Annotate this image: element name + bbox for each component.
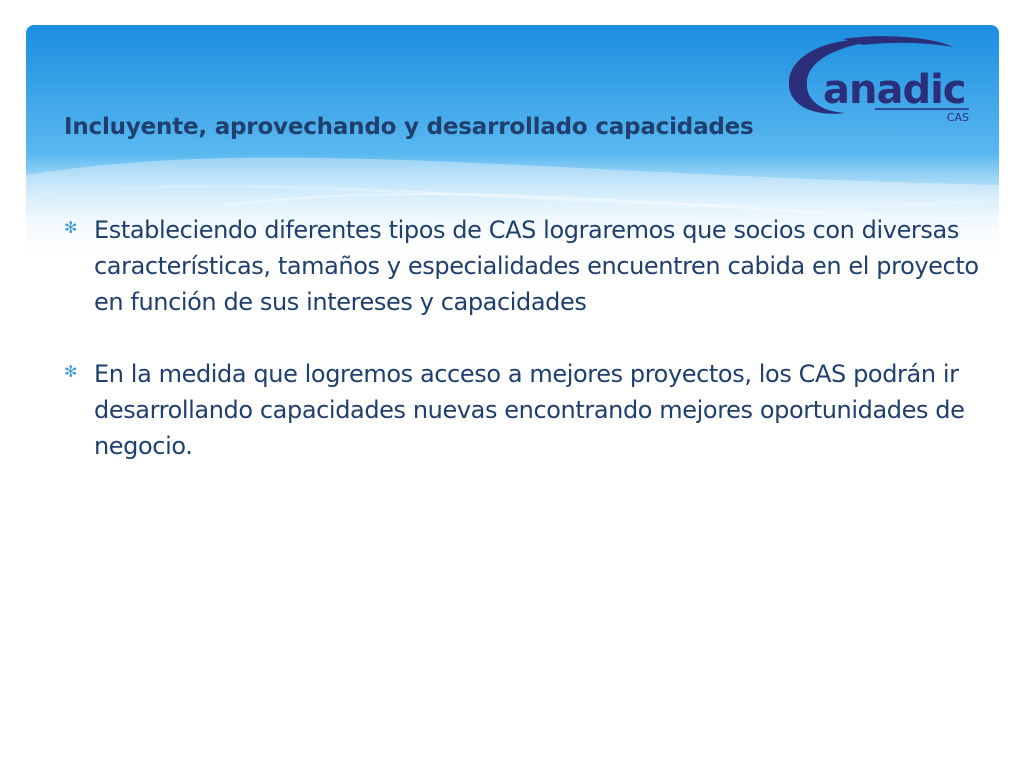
asterisk-icon: ✻ bbox=[64, 362, 78, 381]
anadic-logo bbox=[783, 33, 973, 123]
bullet-list bbox=[64, 212, 984, 500]
bullet-text: Estableciendo diferentes tipos de CAS lograremos que socios con diversas características, tamaños y especialidades encuentren cabida en el proyecto en función de sus intereses y capacidades bbox=[94, 216, 979, 316]
logo-wordmark: anadic bbox=[823, 67, 966, 113]
asterisk-icon: ✻ bbox=[64, 218, 78, 237]
bullet-text: En la medida que logremos acceso a mejores proyectos, los CAS podrán ir desarrollando capacidades nuevas encontrando mejores oportunidades de negocio. bbox=[94, 360, 965, 460]
slide-title: Incluyente, aprovechando y desarrollado capacidades bbox=[64, 114, 754, 140]
logo-subtitle: CAS bbox=[946, 111, 969, 123]
bullet-item bbox=[64, 356, 984, 464]
bullet-item bbox=[64, 212, 984, 320]
